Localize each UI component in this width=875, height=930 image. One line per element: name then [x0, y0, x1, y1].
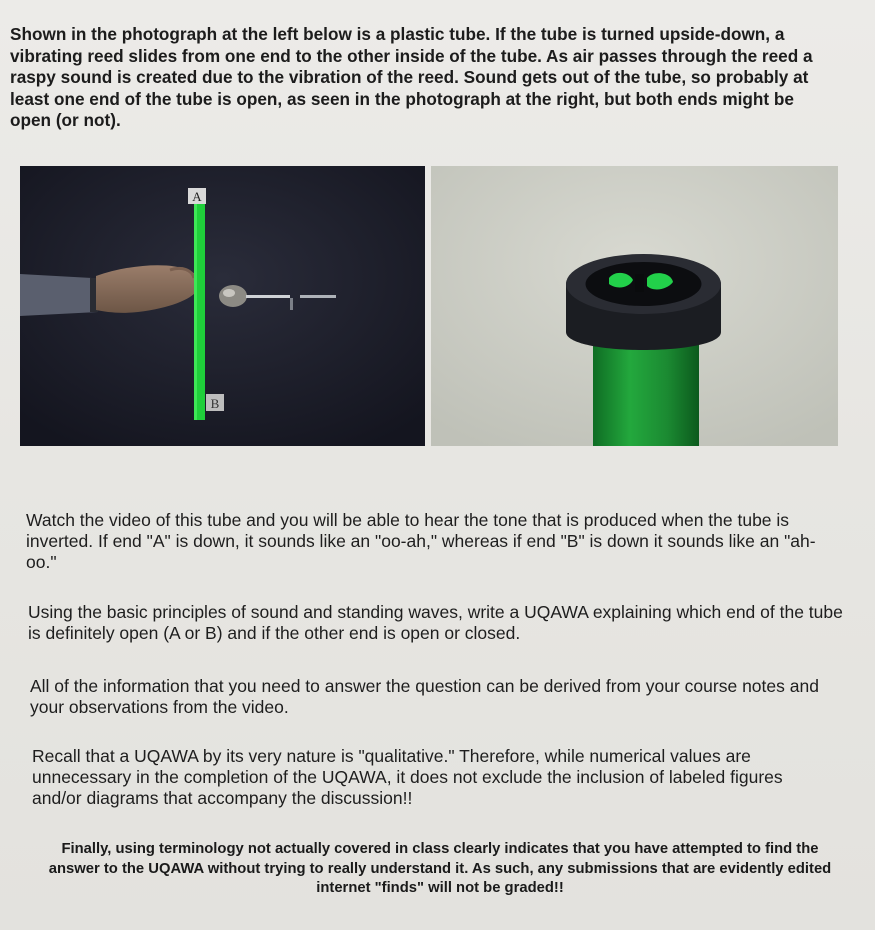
- paragraph-information: All of the information that you need to answer the question can be derived from your course notes and your observations from the video.: [30, 676, 819, 717]
- paragraph-watch-video: Watch the video of this tube and you will be able to hear the tone that is produced when the tube is inverted. If end "A" is down, it sounds like an "oo-ah," whereas if end "B" is down it sounds like an "ah-oo.": [26, 510, 816, 572]
- label-b: B: [210, 396, 220, 411]
- intro-paragraph: [10, 24, 830, 132]
- photo-tube-end: [431, 166, 838, 446]
- intro-text: Shown in the photograph at the left below is a plastic tube. If the tube is turned upside-down, a vibrating reed slides from one end to the other inside of the tube. As air passes through the reed a raspy sound is created due to the vibration of the reed. Sound gets out of the tube, so probably at least one end of the tube is open, as seen in the photograph at the right, but both ends: [10, 24, 813, 109]
- label-a: A: [192, 189, 202, 204]
- intro-text-end: be open (or not).: [10, 88, 794, 130]
- photo-tube-held: [20, 166, 425, 446]
- intro-bold-word: might: [722, 88, 770, 109]
- paragraph-qualitative: Recall that a UQAWA by its very nature is "qualitative." Therefore, while numerical values are unnecessary in the completion of the UQAWA, it does not exclude the inclusion of labeled figures and/or diagrams that accompany the discussion!!: [32, 746, 783, 808]
- sleeve: [20, 274, 98, 316]
- paragraph-warning: Finally, using terminology not actually covered in class clearly indicates that you have attempted to find the answer to the UQAWA without trying to really understand it. As such, any submissions that are evidently edited internet "finds" will not be graded!!: [48, 841, 832, 896]
- paragraph-task: Using the basic principles of sound and standing waves, write a UQAWA explaining which end of the tube is definitely open (A or B) and if the other end is open or closed.: [28, 602, 843, 643]
